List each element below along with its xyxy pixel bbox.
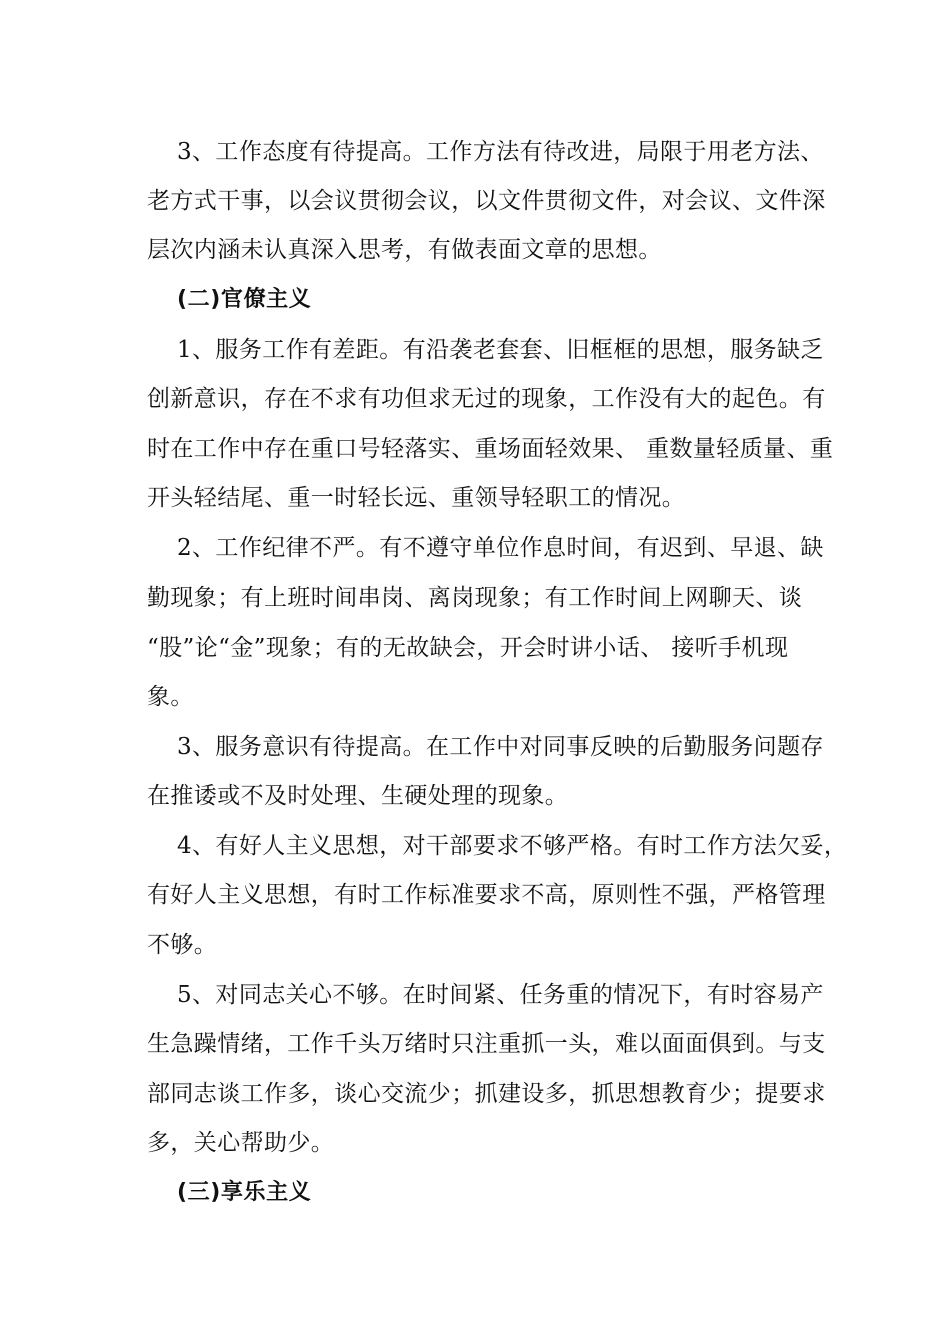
- paragraph-line: 4、有好人主义思想，对干部要求不够严格。有时工作方法欠妥，: [177, 833, 848, 859]
- paragraph-line: 不够。: [147, 932, 218, 958]
- paragraph-line: 3、工作态度有待提高。工作方法有待改进，局限于用老方法、: [177, 139, 824, 165]
- paragraph-line: 象。: [147, 684, 194, 710]
- paragraph-line: 多，关心帮助少。: [147, 1130, 335, 1156]
- section-heading: (三)享乐主义: [177, 1180, 312, 1205]
- paragraph-line: 部同志谈工作多，谈心交流少；抓建设多，抓思想教育少；提要求: [147, 1081, 826, 1107]
- paragraph-line: 生急躁情绪，工作千头万绪时只注重抓一头，难以面面俱到。与支: [147, 1031, 826, 1057]
- paragraph-line: 开头轻结尾、重一时轻长远、重领导轻职工的情况。: [147, 485, 686, 511]
- paragraph-line: 5、对同志关心不够。在时间紧、任务重的情况下，有时容易产: [177, 982, 824, 1008]
- paragraph-line: “股”论“金”现象；有的无故缺会，开会时讲小话、 接听手机现: [147, 635, 789, 661]
- paragraph-line: 老方式干事，以会议贯彻会议，以文件贯彻文件，对会议、文件深: [147, 188, 826, 214]
- paragraph-line: 勤现象；有上班时间串岗、离岗现象；有工作时间上网聊天、谈: [147, 585, 803, 611]
- paragraph-line: 1、服务工作有差距。有沿袭老套套、旧框框的思想，服务缺乏: [177, 337, 824, 363]
- paragraph-line: 创新意识，存在不求有功但求无过的现象，工作没有大的起色。有: [147, 386, 826, 412]
- paragraph-line: 有好人主义思想，有时工作标准要求不高，原则性不强，严格管理: [147, 882, 826, 908]
- section-heading: (二)官僚主义: [177, 287, 312, 312]
- paragraph-line: 层次内涵未认真深入思考，有做表面文章的思想。: [147, 237, 662, 263]
- paragraph-line: 2、工作纪律不严。有不遵守单位作息时间，有迟到、早退、缺: [177, 535, 824, 561]
- paragraph-line: 在推诿或不及时处理、生硬处理的现象。: [147, 783, 569, 809]
- paragraph-line: 3、服务意识有待提高。在工作中对同事反映的后勤服务问题存: [177, 734, 824, 760]
- paragraph-line: 时在工作中存在重口号轻落实、重场面轻效果、 重数量轻质量、重: [147, 436, 834, 462]
